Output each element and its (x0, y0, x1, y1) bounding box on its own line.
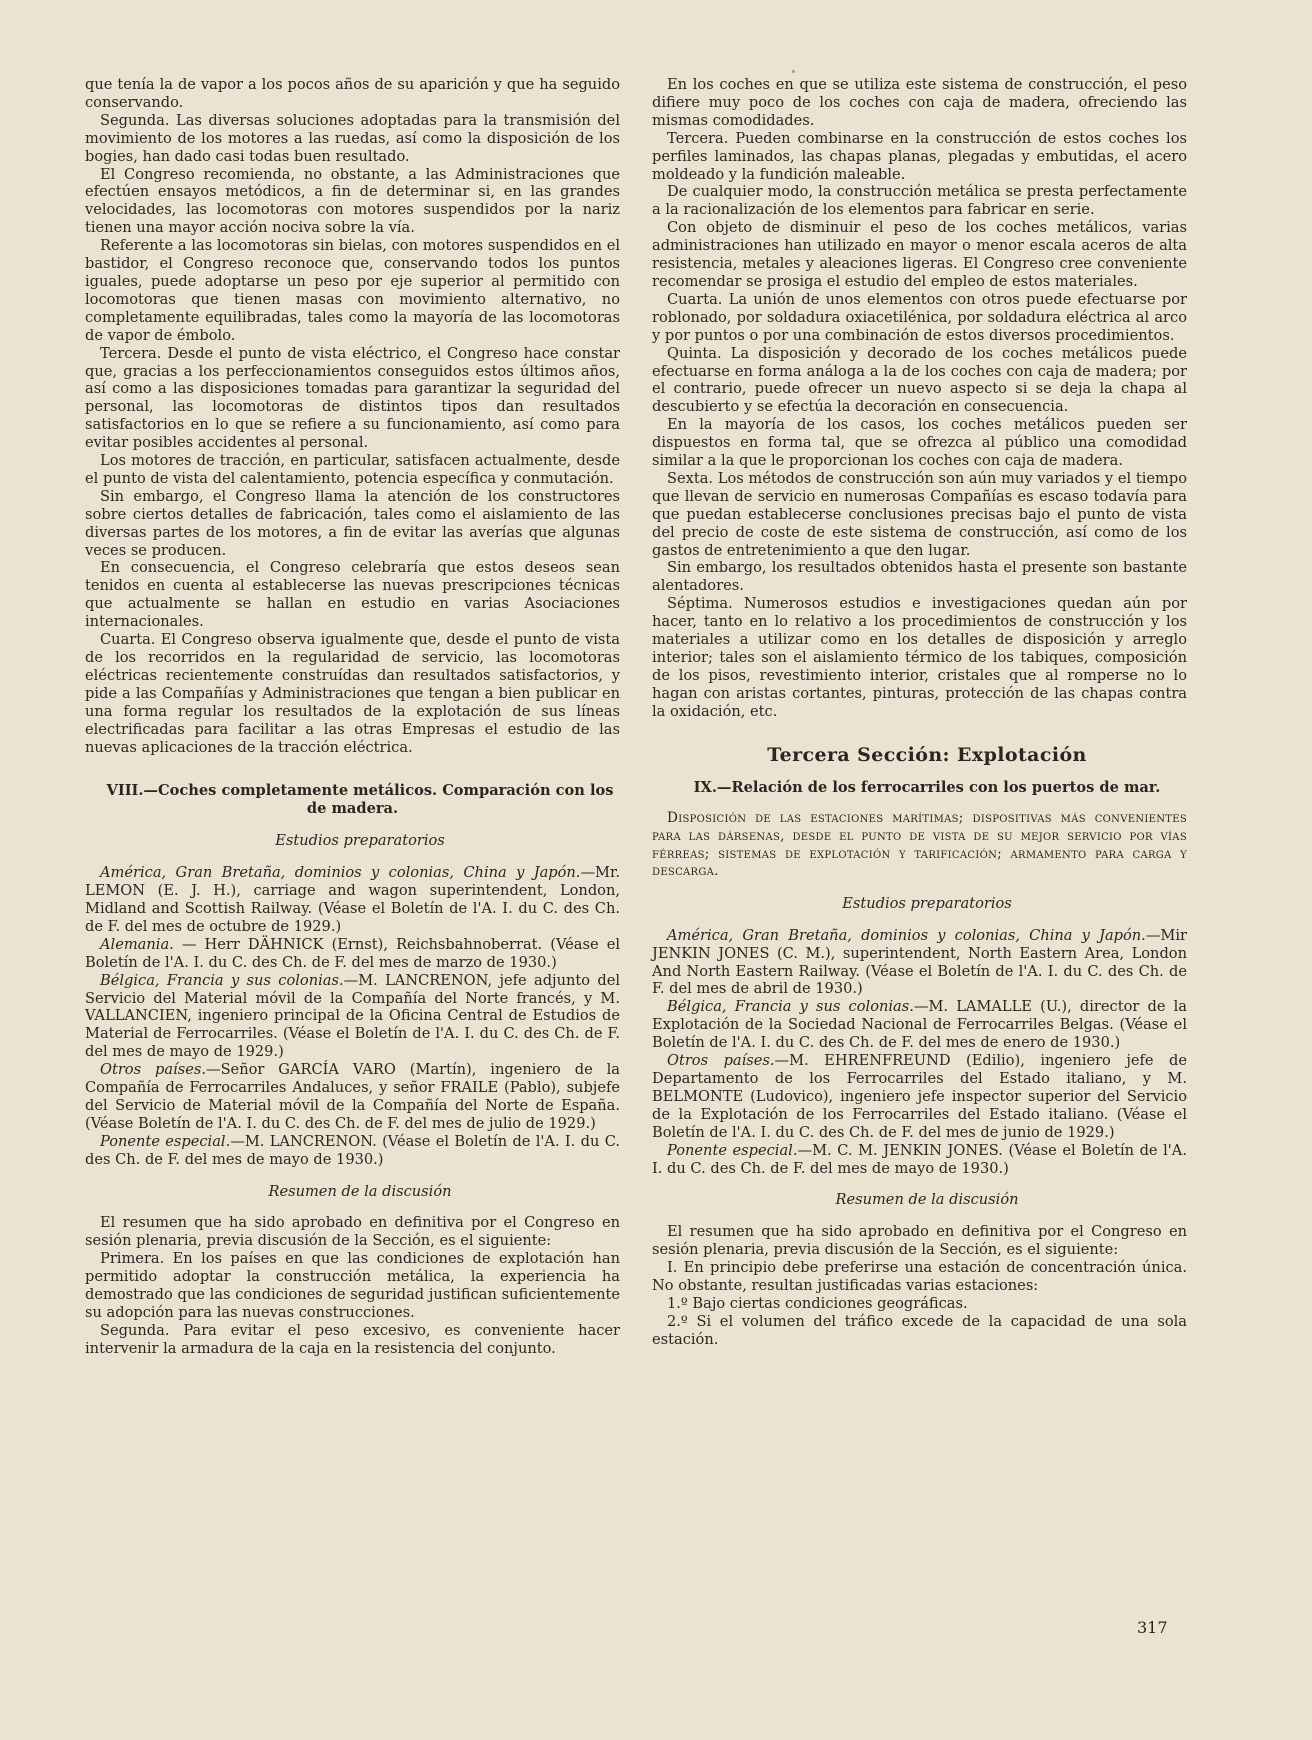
paper-speck (792, 70, 795, 73)
paragraph: Cuarta. La unión de unos elementos con otros puede efectuarse por roblonado, por soldadura oxiacetilénica, por soldadura eléctrica al arco y por puntos o por una combinación de estos diversos procedimientos. (652, 290, 1187, 344)
estudio-entry (85, 972, 620, 1062)
paragraph: Sexta. Los métodos de construcción son aún muy variados y el tiempo que llevan de servicio en numerosas Compañías es escaso todavía para que puedan establecerse conclusiones precisas bajo el punto de vista del precio de coste de este sistema de construcción, así como de los gastos de entretenimiento a que den lugar. (652, 469, 1187, 559)
estudio-entry (85, 936, 620, 972)
section-subtitle: Disposición de las estaciones marítimas; dispositivas más convenientes para las dársenas, desde el punto de vista de su mejor servicio por vías férreas; sistemas de explotación y tarificación; armamento para carga y descarga. (652, 810, 1187, 880)
paragraph: Segunda. Las diversas soluciones adoptadas para la transmisión del movimiento de los motores a las ruedas, así como la disposición de los bogies, han dado casi todas buen resultado. (85, 111, 620, 165)
estudios-heading: Estudios preparatorios (842, 894, 1012, 912)
paragraph: 2.º Si el volumen del tráfico excede de la capacidad de una sola estación. (652, 1312, 1187, 1348)
entry-lead: Alemania. (100, 935, 174, 953)
estudio-entry (85, 1133, 620, 1169)
paragraph: Cuarta. El Congreso observa igualmente que, desde el punto de vista de los recorridos en la regularidad de servicio, las locomotoras eléctricas recientemente construídas dan resultados satisfactorios, y pide a las Compañías y Administraciones que tengan a bien publicar en una forma regular los resultados de la explotación de sus líneas electrificadas para facilitar a las otras Empresas el estudio de las nuevas aplicaciones de la tracción eléctrica. (85, 631, 620, 756)
estudio-entry (652, 1052, 1187, 1142)
estudio-entry (652, 1142, 1187, 1178)
resumen-heading: Resumen de la discusión (835, 1191, 1019, 1209)
entry-lead: Bélgica, Francia y sus colonias. (667, 998, 914, 1016)
entry-lead: América, Gran Bretaña, dominios y colonias, China y Japón. (667, 926, 1146, 944)
entry-text: —M. LANCRENON, jefe adjunto del Servicio del Material móvil de la Compañía del Norte francés, y M. VALLANCIEN, ingeniero principal de la Oficina Central de Estudios de Material de Ferrocarriles. (Véase el Boletín de l'A. I. du C. des Ch. de F. del mes de mayo de 1929.) (85, 971, 621, 1061)
paragraph: El resumen que ha sido aprobado en definitiva por el Congreso en sesión plenaria, previa discusión de la Sección, es el siguiente: (652, 1223, 1187, 1259)
part-heading: Tercera Sección: Explotación (767, 743, 1087, 766)
paragraph: Tercera. Pueden combinarse en la construcción de estos coches los perfiles laminados, las chapas planas, plegadas y embutidas, el acero moldeado y la fundición maleable. (652, 129, 1187, 183)
paragraph: En la mayoría de los casos, los coches metálicos pueden ser dispuestos en forma tal, que se ofrezca al público una comodidad similar a la que le proporcionan los coches con caja de madera. (652, 416, 1187, 470)
paragraph: Sin embargo, los resultados obtenidos hasta el presente son bastante alentadores. (652, 559, 1187, 595)
resumen-heading: Resumen de la discusión (268, 1182, 452, 1200)
paragraph: Primera. En los países en que las condiciones de explotación han permitido adoptar la construcción metálica, la experiencia ha demostrado que las condiciones de seguridad justifican suficientemente su adopción para las nuevas construcciones. (85, 1250, 620, 1321)
paragraph: El Congreso recomienda, no obstante, a las Administraciones que efectúen ensayos metódicos, a fin de determinar si, en las grandes velocidades, las locomotoras con motores suspendidos por la nariz tienen una mayor acción nociva sobre la vía. (85, 165, 620, 237)
estudio-entry (85, 1061, 620, 1133)
entry-text: — Herr DÄHNICK (Ernst), Reichsbahnoberrat. (Véase el Boletín de l'A. I. du C. des Ch. de F. del mes de marzo de 1930.) (85, 935, 620, 971)
estudio-entry (652, 998, 1187, 1052)
paragraph: En consecuencia, el Congreso celebraría que estos deseos sean tenidos en cuenta al establecerse las nuevas prescripciones técnicas que actualmente se hallan en estudio en varias Asociaciones internacionales. (85, 559, 620, 631)
entry-lead: Ponente especial. (100, 1132, 231, 1150)
left-column (85, 76, 620, 1358)
entry-text: —Señor GARCÍA VARO (Martín), ingeniero de la Compañía de Ferrocarriles Andaluces, y señor FRAILE (Pablo), subjefe del Servicio de Material móvil de la Compañía del Norte de España. (Véase Boletín de l'A. I. du C. des Ch. de F. del mes de julio de 1929.) (85, 1061, 620, 1132)
paragraph: Sin embargo, el Congreso llama la atención de los constructores sobre ciertos detalles de fabricación, tales como el aislamiento de las diversas partes de los motores, a fin de evitar las averías que algunas veces se producen. (85, 487, 620, 559)
paragraph: De cualquier modo, la construcción metálica se presta perfectamente a la racionalización de los elementos para fabricar en serie. (652, 183, 1187, 219)
entry-lead: Bélgica, Francia y sus colonias. (100, 971, 344, 989)
entry-text: —M. LANCRENON. (Véase el Boletín de l'A. I. du C. des Ch. de F. del mes de mayo de 1930.) (85, 1132, 620, 1168)
paragraph: El resumen que ha sido aprobado en definitiva por el Congreso en sesión plenaria, previa discusión de la Sección, es el siguiente: (85, 1214, 620, 1250)
entry-text: —M. EHRENFREUND (Edilio), ingeniero jefe de Departamento de los Ferrocarriles del Estado italiano, y M. BELMONTE (Ludovico), ingeniero jefe inspector superior del Servicio de la Explotación de los Ferrocarriles del Estado italiano. (Véase el Boletín de l'A. I. du C. des Ch. de F. del mes de junio de 1929.) (652, 1052, 1187, 1141)
paragraph: 1.º Bajo ciertas condiciones geográficas. (667, 1294, 968, 1312)
estudios-heading: Estudios preparatorios (275, 832, 445, 850)
right-column (652, 76, 1187, 1349)
paragraph: Quinta. La disposición y decorado de los coches metálicos puede efectuarse en forma análoga a la de los coches con caja de madera; por el contrario, puede ofrecer un nuevo aspecto si se deja la chapa al descubierto y se efectúa la decoración en consecuencia. (652, 344, 1187, 416)
page-number: 317 (1137, 1618, 1168, 1637)
paragraph: I. En principio debe preferirse una estación de concentración única. No obstante, resultan justificadas varias estaciones: (652, 1259, 1187, 1295)
entry-lead: América, Gran Bretaña, dominios y colonias, China y Japón. (100, 864, 581, 882)
entry-lead: Otros países. (100, 1061, 206, 1079)
paragraph: que tenía la de vapor a los pocos años de su aparición y que ha seguido conservando. (85, 76, 620, 111)
entry-text: —Mir JENKIN JONES (C. M.), superintendent, North Eastern Area, London And North Eastern Railway. (Véase el Boletín de l'A. I. du C. des Ch. de F. del mes de abril de 1930.) (652, 926, 1187, 998)
entry-text: —Mr. LEMON (E. J. H.), carriage and wagon superintendent, London, Midland and Scottish Railway. (Véase el Boletín de l'A. I. du C. des Ch. de F. del mes de octubre de 1929.) (85, 864, 620, 935)
entry-lead: Otros países. (667, 1052, 775, 1070)
estudio-entry (652, 927, 1187, 999)
entry-text: —M. LAMALLE (U.), director de la Explotación de la Sociedad Nacional de Ferrocarriles Belgas. (Véase el Boletín de l'A. I. du C. des Ch. de F. del mes de enero de 1930.) (652, 998, 1187, 1052)
section-title-viii: VIII.—Coches completamente metálicos. Comparación con los de madera. (106, 782, 614, 818)
entry-text: —M. C. M. JENKIN JONES. (Véase el Boletín de l'A. I. du C. des Ch. de F. del mes de mayo de 1930.) (652, 1141, 1187, 1177)
paragraph: Referente a las locomotoras sin bielas, con motores suspendidos en el bastidor, el Congreso reconoce que, conservando todos los puntos iguales, puede adoptarse un peso por eje superior al permitido con locomotoras que tienen masas con movimiento alternativo, no completamente equilibradas, tales como la mayoría de las locomotoras de vapor de émbolo. (85, 237, 620, 344)
paragraph: En los coches en que se utiliza este sistema de construcción, el peso difiere muy poco de los coches con caja de madera, ofreciendo las mismas comodidades. (652, 76, 1187, 129)
entry-lead: Ponente especial. (667, 1141, 798, 1159)
paragraph: Séptima. Numerosos estudios e investigaciones quedan aún por hacer, tanto en lo relativo a los procedimientos de construcción y los materiales a utilizar como en los detalles de disposición y arreglo interior; tales son el aislamiento térmico de los tabiques, composición de los pisos, revestimiento interior, cristales que al romperse no lo hagan con aristas cortantes, pinturas, protección de las chapas contra la oxidación, etc. (652, 595, 1187, 720)
paragraph: Los motores de tracción, en particular, satisfacen actualmente, desde el punto de vista del calentamiento, potencia específica y conmutación. (85, 452, 620, 487)
estudio-entry (85, 864, 620, 936)
section-title-ix: IX.—Relación de los ferrocarriles con los puertos de mar. (693, 778, 1161, 796)
paragraph: Tercera. Desde el punto de vista eléctrico, el Congreso hace constar que, gracias a los perfeccionamientos conseguidos estos últimos años, así como a las disposiciones tomadas para garantizar la seguridad del personal, las locomotoras de distintos tipos dan resultados satisfactorios en lo que se refiere a su funcionamiento, así como para evitar posibles accidentes al personal. (85, 344, 620, 452)
paragraph: Con objeto de disminuir el peso de los coches metálicos, varias administraciones han utilizado en mayor o menor escala aceros de alta resistencia, metales y aleaciones ligeras. El Congreso cree conveniente recomendar se prosiga el estudio del empleo de estos materiales. (652, 219, 1187, 290)
paragraph: Segunda. Para evitar el peso excesivo, es conveniente hacer intervenir la armadura de la caja en la resistencia del conjunto. (85, 1321, 620, 1357)
